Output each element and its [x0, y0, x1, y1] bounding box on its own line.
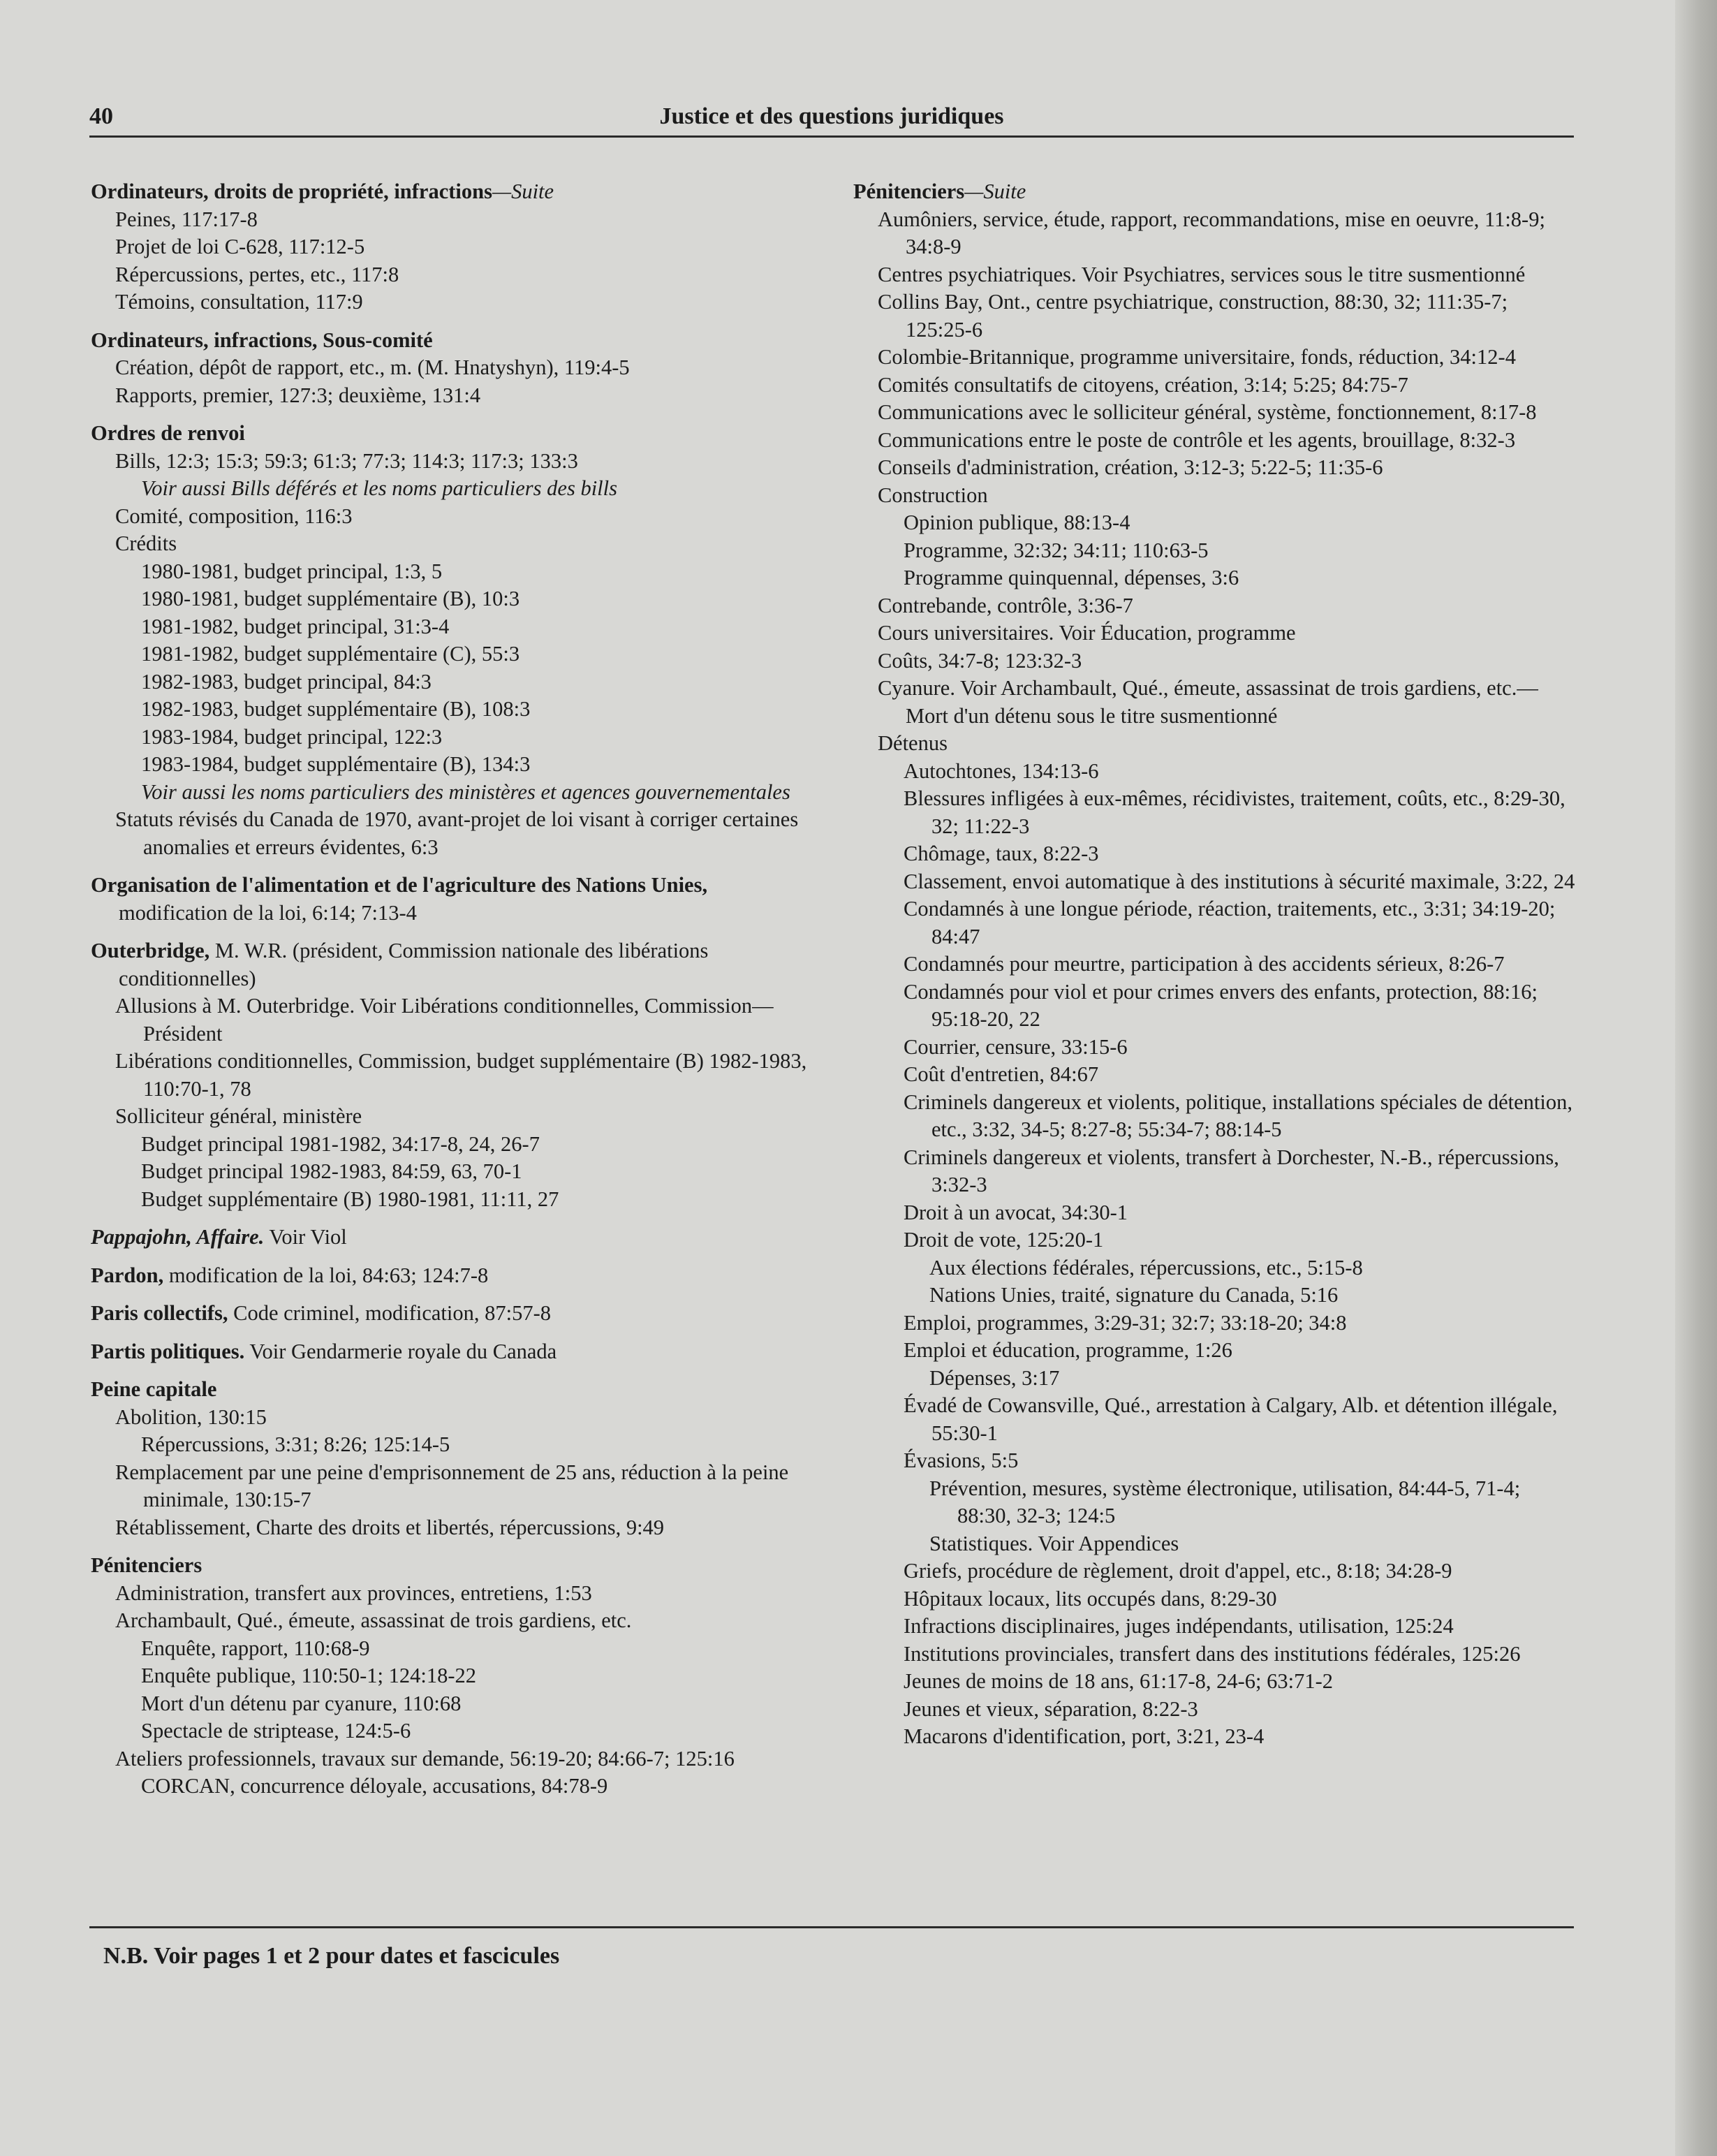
index-subentry: Programme, 32:32; 34:11; 110:63-5: [904, 538, 1209, 562]
entry-heading: [91, 937, 817, 992]
index-subentry: Abolition, 130:15: [115, 1405, 267, 1429]
entry-heading: [91, 1262, 817, 1290]
page-edge-shadow: [1675, 0, 1717, 2156]
index-subentry: Enquête publique, 110:50-1; 124:18-22: [141, 1664, 477, 1687]
entry-heading: [91, 872, 817, 927]
index-entry: [91, 872, 817, 927]
index-subentry: Criminels dangereux et violents, politique, installations spéciales de détention, etc., 3:32, 34-5; 8:27-8; 55:34-7; 88:14-5: [904, 1090, 1572, 1141]
index-subentry: Voir aussi les noms particuliers des ministères et agences gouvernementales: [141, 779, 790, 804]
index-subentry: Libérations conditionnelles, Commission, budget supplémentaire (B) 1982-1983, 110:70-1, 78: [115, 1049, 807, 1101]
index-entry: [91, 420, 817, 861]
index-subentry: Emploi, programmes, 3:29-31; 32:7; 33:18-20; 34:8: [904, 1310, 1347, 1335]
index-subentry: 1983-1984, budget principal, 122:3: [141, 724, 443, 749]
index-subentry: Condamnés à une longue période, réaction, traitements, etc., 3:31; 34:19-20; 84:47: [904, 897, 1556, 948]
entry-heading-detail: Voir Viol: [264, 1225, 347, 1249]
index-subentry: Construction: [878, 483, 988, 507]
entry-heading-term: Pénitenciers: [91, 1553, 202, 1577]
index-subentry: Répercussions, 3:31; 8:26; 125:14-5: [141, 1432, 450, 1456]
entry-heading-term: Organisation de l'alimentation et de l'agriculture des Nations Unies,: [91, 873, 708, 897]
index-entry: [91, 1338, 817, 1366]
index-subentry: Opinion publique, 88:13-4: [904, 511, 1130, 534]
index-subentry: Rapports, premier, 127:3; deuxième, 131:4: [115, 383, 481, 407]
entry-heading: [91, 1338, 817, 1366]
entry-heading-term: Peine capitale: [91, 1377, 217, 1401]
index-subentry: Détenus: [878, 731, 948, 755]
index-subentry: Remplacement par une peine d'emprisonnement de 25 ans, réduction à la peine minimale, 130:15-7: [115, 1460, 789, 1511]
index-subentry: Crédits: [115, 531, 177, 555]
index-subentry: 1982-1983, budget supplémentaire (B), 108:3: [141, 697, 531, 721]
left-column: [91, 178, 817, 1811]
index-subentry: 1981-1982, budget supplémentaire (C), 55:3: [141, 642, 520, 666]
index-entry: [91, 1224, 817, 1252]
index-subentry: 1980-1981, budget supplémentaire (B), 10:3: [141, 587, 520, 610]
index-subentry: Témoins, consultation, 117:9: [115, 290, 363, 314]
index-subentry: Dépenses, 3:17: [929, 1365, 1060, 1390]
entry-heading: [91, 1300, 817, 1328]
index-subentry: Chômage, taux, 8:22-3: [904, 842, 1099, 865]
index-subentry: Programme quinquennal, dépenses, 3:6: [904, 566, 1239, 589]
index-entry: [91, 1552, 817, 1801]
index-subentry: Voir aussi Bills déférés et les noms particuliers des bills: [141, 476, 617, 500]
index-subentry: Cours universitaires. Voir Éducation, programme: [878, 621, 1296, 645]
entry-heading-detail: modification de la loi, 84:63; 124:7-8: [163, 1263, 489, 1287]
index-subentry: Infractions disciplinaires, juges indépendants, utilisation, 125:24: [904, 1614, 1454, 1638]
index-subentry: Budget principal 1982-1983, 84:59, 63, 70-1: [141, 1159, 522, 1183]
index-subentry: Répercussions, pertes, etc., 117:8: [115, 262, 399, 286]
index-subentry: Cyanure. Voir Archambault, Qué., émeute, assassinat de trois gardiens, etc.—Mort d'un détenu sous le titre susmentionné: [878, 676, 1538, 728]
index-subentry: 1982-1983, budget principal, 84:3: [141, 669, 432, 694]
index-subentry: CORCAN, concurrence déloyale, accusations, 84:78-9: [141, 1774, 608, 1798]
entry-heading: [91, 1376, 817, 1404]
index-subentry: Jeunes et vieux, séparation, 8:22-3: [904, 1696, 1198, 1721]
index-subentry: Projet de loi C-628, 117:12-5: [115, 235, 365, 258]
index-subentry: Statuts révisés du Canada de 1970, avant-projet de loi visant à corriger certaines anomalies et erreurs évidentes, 6:3: [115, 807, 799, 859]
index-subentry: Ateliers professionnels, travaux sur demande, 56:19-20; 84:66-7; 125:16: [115, 1746, 735, 1770]
index-subentry: Conseils d'administration, création, 3:12-3; 5:22-5; 11:35-6: [878, 455, 1383, 479]
index-subentry: Collins Bay, Ont., centre psychiatrique, construction, 88:30, 32; 111:35-7; 125:25-6: [878, 290, 1508, 342]
index-entry: [91, 1376, 817, 1541]
entry-heading-detail: modification de la loi, 6:14; 7:13-4: [119, 900, 417, 925]
index-subentry: Statistiques. Voir Appendices: [929, 1531, 1179, 1555]
index-subentry: Condamnés pour viol et pour crimes envers des enfants, protection, 88:16; 95:18-20, 22: [904, 979, 1538, 1031]
index-subentry: Aumôniers, service, étude, rapport, recommandations, mise en oeuvre, 11:8-9; 34:8-9: [878, 207, 1545, 258]
index-subentry: Budget supplémentaire (B) 1980-1981, 11:11, 27: [141, 1187, 559, 1211]
index-subentry: Contrebande, contrôle, 3:36-7: [878, 593, 1133, 617]
entry-heading-suite: —Suite: [492, 179, 554, 203]
index-subentry: Institutions provinciales, transfert dans des institutions fédérales, 125:26: [904, 1641, 1521, 1666]
footer-rule: [89, 1926, 1574, 1928]
page-number: 40: [89, 103, 113, 129]
index-entry: [91, 937, 817, 1213]
index-subentry: Centres psychiatriques. Voir Psychiatres, services sous le titre susmentionné: [878, 262, 1526, 286]
index-subentry: Archambault, Qué., émeute, assassinat de trois gardiens, etc.: [115, 1608, 632, 1632]
entry-heading-term: Ordinateurs, droits de propriété, infractions: [91, 179, 492, 203]
index-entry: [91, 178, 817, 316]
index-subentry: Évadé de Cowansville, Qué., arrestation à Calgary, Alb. et détention illégale, 55:30-1: [904, 1393, 1558, 1445]
index-subentry: Colombie-Britannique, programme universitaire, fonds, réduction, 34:12-4: [878, 345, 1516, 369]
entry-heading-suite: —Suite: [964, 179, 1026, 203]
index-subentry: Enquête, rapport, 110:68-9: [141, 1636, 370, 1660]
entry-heading-term: Pappajohn, Affaire.: [91, 1225, 265, 1249]
index-subentry: Solliciteur général, ministère: [115, 1104, 362, 1128]
index-subentry: Macarons d'identification, port, 3:21, 23-4: [904, 1724, 1265, 1748]
index-subentry: Prévention, mesures, système électronique, utilisation, 84:44-5, 71-4; 88:30, 32-3; 124:5: [929, 1476, 1521, 1527]
index-subentry: Communications avec le solliciteur général, système, fonctionnement, 8:17-8: [878, 400, 1537, 424]
entry-heading: [91, 178, 817, 206]
index-subentry: Autochtones, 134:13-6: [904, 758, 1099, 783]
index-subentry: Coût d'entretien, 84:67: [904, 1062, 1099, 1086]
right-column: [853, 178, 1576, 1751]
index-subentry: Nations Unies, traité, signature du Canada, 5:16: [929, 1283, 1339, 1307]
index-subentry: Allusions à M. Outerbridge. Voir Libérations conditionnelles, Commission—Président: [115, 994, 774, 1046]
index-subentry: Communications entre le poste de contrôle et les agents, brouillage, 8:32-3: [878, 427, 1516, 452]
running-title: Justice et des questions juridiques: [659, 103, 1004, 129]
index-subentry: Coûts, 34:7-8; 123:32-3: [878, 648, 1082, 673]
index-subentry: Aux élections fédérales, répercussions, etc., 5:15-8: [929, 1255, 1363, 1279]
index-subentry: Classement, envoi automatique à des institutions à sécurité maximale, 3:22, 24: [904, 869, 1575, 893]
index-subentry: Rétablissement, Charte des droits et libertés, répercussions, 9:49: [115, 1515, 665, 1539]
entry-heading-detail: Voir Gendarmerie royale du Canada: [244, 1339, 557, 1363]
index-entry: [91, 327, 817, 410]
index-subentry: 1981-1982, budget principal, 31:3-4: [141, 614, 450, 638]
entry-heading: [91, 1552, 817, 1580]
entry-heading: [853, 178, 1576, 206]
entry-heading-term: Outerbridge,: [91, 939, 210, 962]
index-subentry: Courrier, censure, 33:15-6: [904, 1034, 1128, 1059]
index-subentry: Condamnés pour meurtre, participation à des accidents sérieux, 8:26-7: [904, 952, 1505, 976]
entry-heading-term: Pénitenciers: [853, 179, 965, 203]
index-entry: [91, 1300, 817, 1328]
entry-heading: [91, 327, 817, 355]
index-subentry: Spectacle de striptease, 124:5-6: [141, 1719, 411, 1743]
entry-heading-term: Ordinateurs, infractions, Sous-comité: [91, 328, 433, 352]
index-subentry: Droit de vote, 125:20-1: [904, 1228, 1104, 1252]
index-subentry: Mort d'un détenu par cyanure, 110:68: [141, 1691, 462, 1715]
entry-heading-term: Partis politiques.: [91, 1339, 245, 1363]
index-subentry: Emploi et éducation, programme, 1:26: [904, 1338, 1232, 1362]
index-entry: [91, 1262, 817, 1290]
index-subentry: 1980-1981, budget principal, 1:3, 5: [141, 559, 443, 583]
index-subentry: Droit à un avocat, 34:30-1: [904, 1200, 1128, 1224]
entry-heading: [91, 1224, 817, 1252]
index-subentry: Budget principal 1981-1982, 34:17-8, 24, 26-7: [141, 1131, 540, 1156]
entry-heading: [91, 420, 817, 448]
entry-heading-term: Ordres de renvoi: [91, 421, 245, 445]
footer-note: N.B. Voir pages 1 et 2 pour dates et fascicules: [103, 1943, 560, 1969]
entry-heading-term: Pardon,: [91, 1263, 164, 1287]
index-subentry: Bills, 12:3; 15:3; 59:3; 61:3; 77:3; 114:3; 117:3; 133:3: [115, 448, 578, 473]
entry-heading-detail: M. W.R. (président, Commission nationale des libérations conditionnelles): [119, 939, 709, 990]
index-subentry: Évasions, 5:5: [904, 1449, 1019, 1472]
index-subentry: Griefs, procédure de règlement, droit d'appel, etc., 8:18; 34:28-9: [904, 1559, 1452, 1583]
entry-heading-detail: Code criminel, modification, 87:57-8: [228, 1301, 551, 1325]
index-subentry: Création, dépôt de rapport, etc., m. (M. Hnatyshyn), 119:4-5: [115, 355, 630, 379]
index-subentry: Peines, 117:17-8: [115, 207, 258, 231]
index-subentry: Hôpitaux locaux, lits occupés dans, 8:29-30: [904, 1586, 1277, 1611]
index-subentry: Administration, transfert aux provinces, entretiens, 1:53: [115, 1581, 592, 1605]
index-subentry: Comités consultatifs de citoyens, création, 3:14; 5:25; 84:75-7: [878, 372, 1408, 397]
index-subentry: Criminels dangereux et violents, transfert à Dorchester, N.-B., répercussions, 3:32-3: [904, 1145, 1559, 1196]
index-subentry: Comité, composition, 116:3: [115, 504, 353, 528]
entry-heading-term: Paris collectifs,: [91, 1301, 228, 1325]
index-subentry: Blessures infligées à eux-mêmes, récidivistes, traitement, coûts, etc., 8:29-30, 32; 11:22-3: [904, 786, 1565, 838]
index-subentry: 1983-1984, budget supplémentaire (B), 134:3: [141, 752, 531, 776]
index-subentry: Jeunes de moins de 18 ans, 61:17-8, 24-6; 63:71-2: [904, 1669, 1334, 1693]
page-header: [89, 103, 1574, 138]
